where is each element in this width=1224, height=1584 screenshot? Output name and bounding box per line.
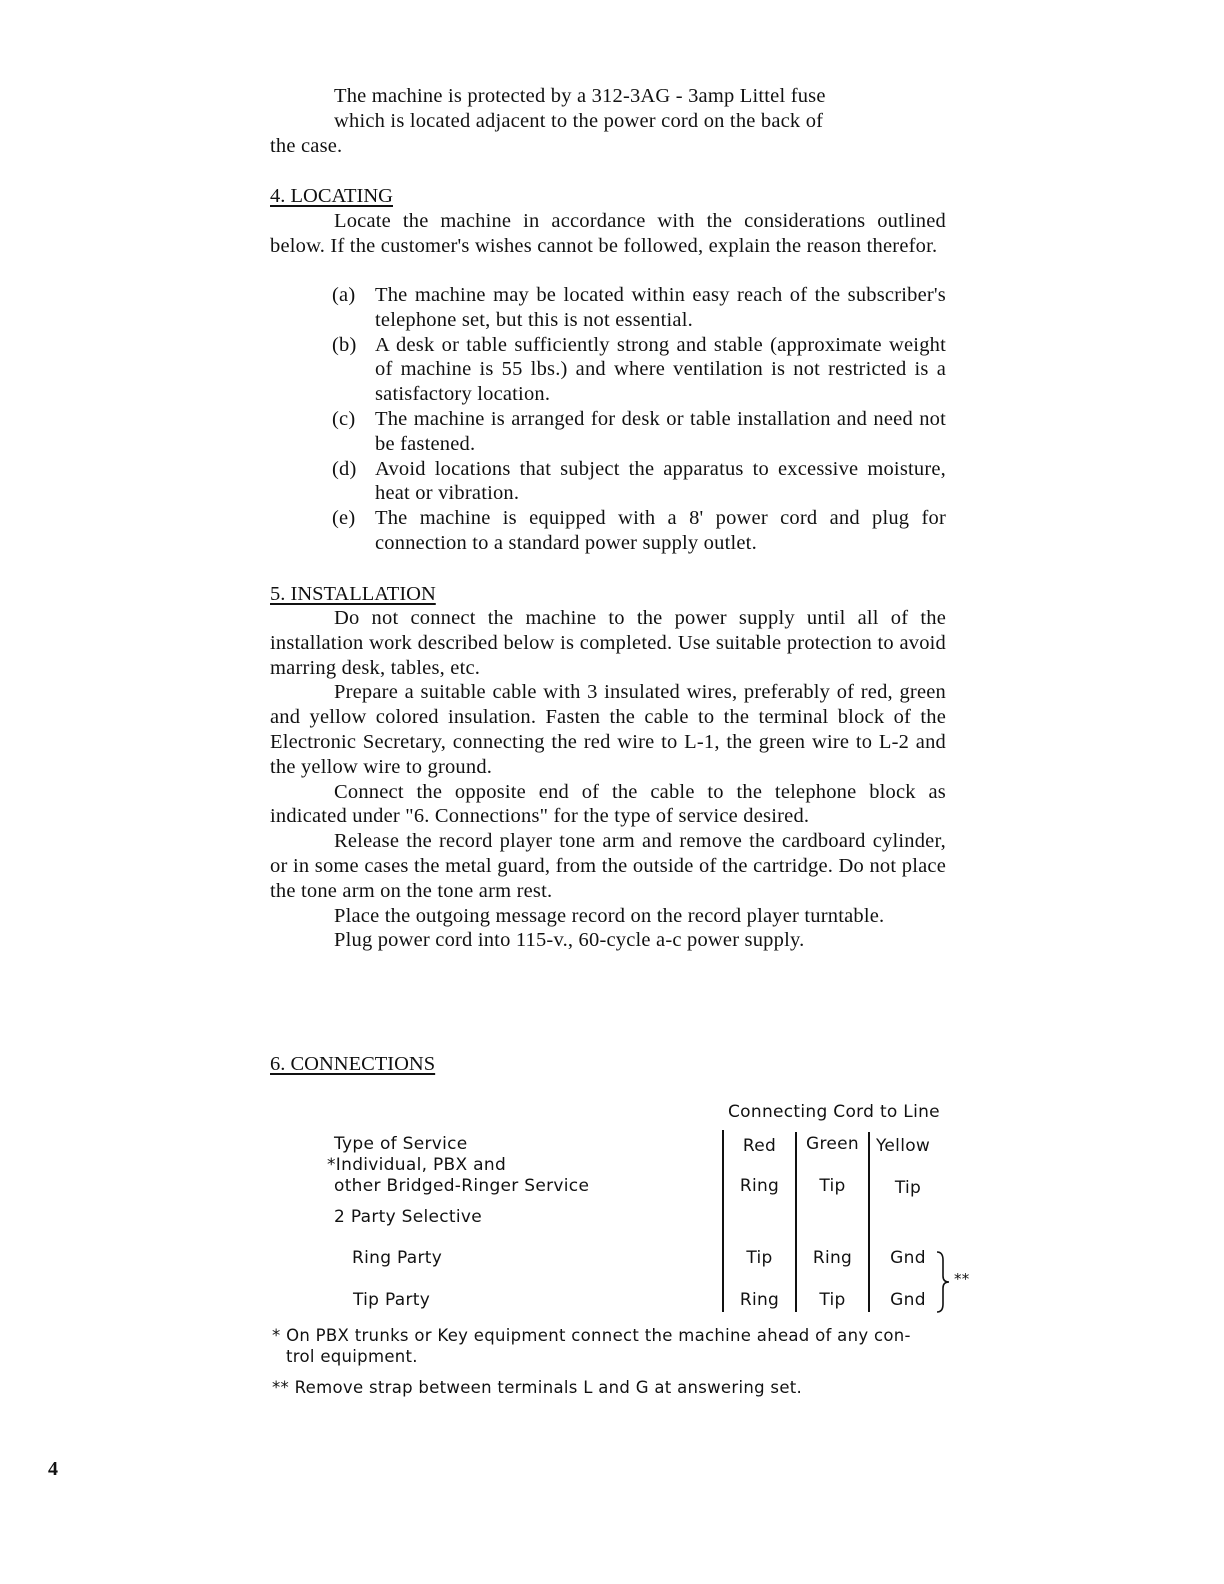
table-cell: Ring	[739, 1290, 780, 1310]
section-5-body	[270, 606, 946, 953]
table-cell: Ring	[812, 1248, 853, 1268]
table-cell: Tip	[894, 1178, 922, 1198]
installation-paragraph: Place the outgoing message record on the record player turntable.	[334, 904, 885, 927]
list-item-label: (e)	[332, 507, 356, 530]
row-label-ring-party: Ring Party	[352, 1248, 443, 1268]
party-selective-header: 2 Party Selective	[334, 1207, 483, 1227]
installation-paragraph: Do not connect the machine to the power supply until all of the installation work described below is completed. Use suitable protection to avoid marring desk, tables, etc.	[270, 607, 946, 679]
footnote-2: ** Remove strap between terminals L and G at answering set.	[272, 1378, 803, 1397]
table-cell: Gnd	[890, 1248, 926, 1268]
section-4-intro-block	[270, 209, 946, 259]
right-brace-icon	[934, 1250, 952, 1314]
table-cell: Tip	[819, 1176, 846, 1196]
installation-paragraph: Plug power cord into 115-v., 60-cycle a-c power supply.	[334, 929, 805, 952]
column-divider	[795, 1132, 797, 1312]
fuse-line-2: which is located adjacent to the power cord on the back of	[334, 110, 824, 132]
list-item-text: The machine is equipped with a 8' power cord and plug for connection to a standard power supply outlet.	[375, 507, 946, 554]
section-4-intro: Locate the machine in accordance with the considerations outlined below. If the customer's wishes cannot be followed, explain the reason therefor.	[270, 210, 946, 257]
section-6-heading: 6. CONNECTIONS	[270, 1053, 436, 1075]
column-header-red: Red	[742, 1136, 777, 1156]
table-cell: Ring	[739, 1176, 780, 1196]
list-item-text: The machine may be located within easy reach of the subscriber's telephone set, but this is not essential.	[375, 284, 946, 331]
list-item	[332, 457, 946, 507]
list-item-label: (a)	[332, 284, 356, 306]
list-item	[332, 283, 946, 333]
row-label-individual-2: other Bridged-Ringer Service	[334, 1176, 590, 1196]
list-item	[332, 407, 946, 457]
column-header-green: Green	[806, 1134, 859, 1154]
installation-paragraph: Connect the opposite end of the cable to the telephone block as indicated under "6. Connections" for the type of service desired.	[270, 780, 946, 828]
list-item-label: (b)	[332, 333, 357, 356]
table-cell: Tip	[819, 1290, 846, 1310]
installation-paragraph: Prepare a suitable cable with 3 insulated wires, preferably of red, green and yellow colored insulation. Fasten the cable to the terminal block of the Electronic Secretary, connecting the red wire to L-1, the green wire to L-2 and the yellow wire to ground.	[270, 681, 946, 778]
row-label-tip-party: Tip Party	[353, 1290, 431, 1310]
list-item	[332, 506, 946, 556]
brace-mark: **	[954, 1270, 970, 1288]
table-cell: Tip	[746, 1248, 773, 1268]
fuse-line-3: the case.	[270, 135, 343, 157]
list-item-text: The machine is arranged for desk or table installation and need not be fastened.	[375, 407, 946, 455]
type-of-service-header: Type of Service	[334, 1134, 468, 1154]
page-number: 4	[48, 1458, 58, 1480]
table-cell: Gnd	[890, 1290, 926, 1310]
locating-list	[332, 283, 946, 556]
footnote-1-line-2: trol equipment.	[286, 1347, 418, 1366]
fuse-line-1: The machine is protected by a 312-3AG - 3amp Littel fuse	[334, 85, 826, 107]
list-item-text: Avoid locations that subject the apparatus to excessive moisture, heat or vibration.	[375, 457, 946, 505]
group-header: Connecting Cord to Line	[728, 1102, 940, 1122]
section-5-heading: 5. INSTALLATION	[270, 583, 436, 605]
footnote-1-line-1: * On PBX trunks or Key equipment connect the machine ahead of any con-	[272, 1326, 911, 1345]
list-item	[332, 333, 946, 407]
column-header-yellow: Yellow	[876, 1136, 931, 1156]
row-label-individual-1: *Individual, PBX and	[327, 1155, 507, 1175]
list-item-label: (d)	[332, 457, 357, 480]
installation-paragraph: Release the record player tone arm and remove the cardboard cylinder, or in some cases the metal guard, from the outside of the cartridge. Do not place the tone arm on the tone arm rest.	[270, 830, 946, 902]
list-item-label: (c)	[332, 407, 356, 430]
column-divider	[722, 1130, 724, 1312]
section-4-heading: 4. LOCATING	[270, 185, 393, 207]
column-divider	[868, 1132, 870, 1312]
list-item-text: A desk or table sufficiently strong and stable (approximate weight of machine is 55 lbs.) and where ventilation is not restricted is a satisfactory location.	[375, 333, 946, 406]
